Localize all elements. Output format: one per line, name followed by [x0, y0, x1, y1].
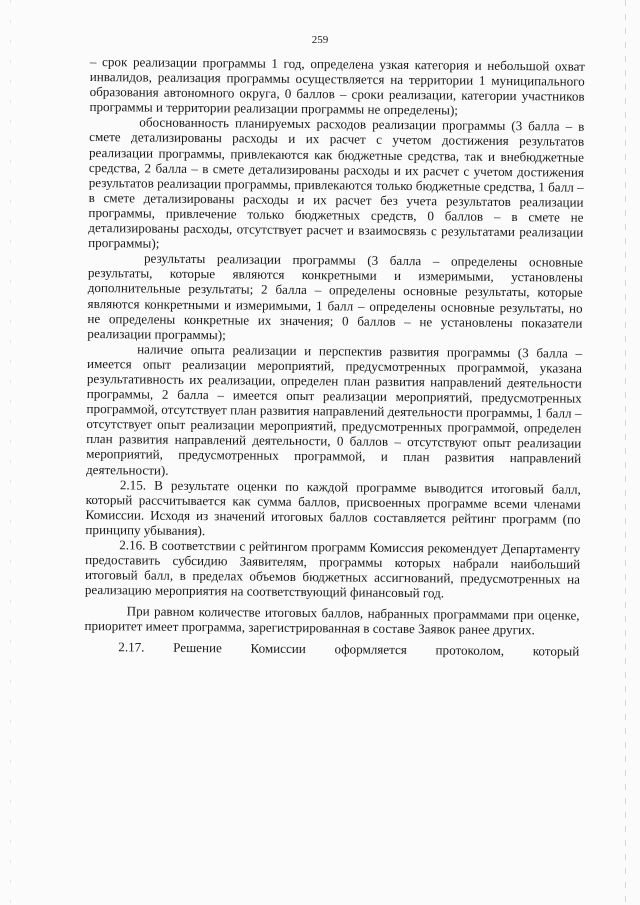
- paragraph-2-17: 2.17. Решение Комиссии оформляется протоколом, который: [118, 638, 580, 659]
- scan-edge-right: [625, 0, 626, 905]
- paragraph-results-criteria: результаты реализации программы (3 балла – определены основные результаты, которые являются конкретными и измеримыми, установлены дополнительные результаты; 2 балла – определены основные результаты, которые являются конкретными и измеримыми, 1 балл – определены основные результаты, но не определены конкретные их значения; 0 баллов – не установлены показатели реализации программы);: [87, 250, 584, 343]
- document-body: [84, 54, 585, 658]
- paragraph-expenses-criteria: обоснованность планируемых расходов реализации программы (3 балла – в смете детализированы расходы и их расчет с учетом достижения результатов реализации программы, привлекаются как бюджетные средства, так и внебюджетные средства, 2 балла – в смете детализированы расходы и их расчет с учетом достижения результатов реализации программы, привлекаются только бюджетные средства, 1 балл – в смете детализированы расходы и их расчет без учета результатов реализации программы, привлечение только бюджетных средств, 0 баллов – в смете не детализированы расходы, отсутствует расчет и взаимосвязь с результатами реализации программы);: [88, 114, 585, 251]
- paragraph-2-15: 2.15. В результате оценки по каждой программе выводится итоговый балл, который рассчитывается как сумма баллов, присвоенных программе всеми членами Комиссии. Исходя из значений итоговых баллов составляется рейтинг программ (по принципу убывания).: [85, 476, 581, 539]
- paragraph-equal-scores: При равном количестве итоговых баллов, набранных программами при оценке, приоритет имеет программа, зарегистрированная в составе Заявок ранее других.: [84, 603, 580, 638]
- page-number: 259: [311, 34, 329, 46]
- paragraph-2-16: 2.16. В соответствии с рейтингом программ Комиссия рекомендует Департаменту предоставить субсидию Заявителям, программы которых набрали наибольший итоговый балл, в пределах объемов бюджетных ассигнований, предусмотренных на реализацию мероприятия на соответствующий финансовый год.: [84, 537, 581, 601]
- paragraph-experience-criteria: наличие опыта реализации и перспектив развития программы (3 балла – имеется опыт реализации мероприятий, предусмотренных программой, указана результативность их реализации, определен план развития направлений деятельности программы, 2 балла – имеется опыт реализации мероприятий, предусмотренных программой, отсутствует план развития направлений деятельности программы, 1 балл – отсутствует опыт реализации мероприятий, предусмотренных программой, определен план развития направлений деятельности, 0 баллов – отсутствуют опыт реализации мероприятий, предусмотренных программой, и план развития направлений деятельности).: [85, 341, 583, 478]
- paragraph-term-criteria: – срок реализации программы 1 год, определена узкая категория и небольшой охват инвалидов, реализация программы осуществляется на территории 1 муниципального образования автономного округа, 0 баллов – сроки реализации, категории участников программы и территории реализации программы не определены);: [89, 54, 585, 118]
- scan-edge-left: [10, 0, 11, 905]
